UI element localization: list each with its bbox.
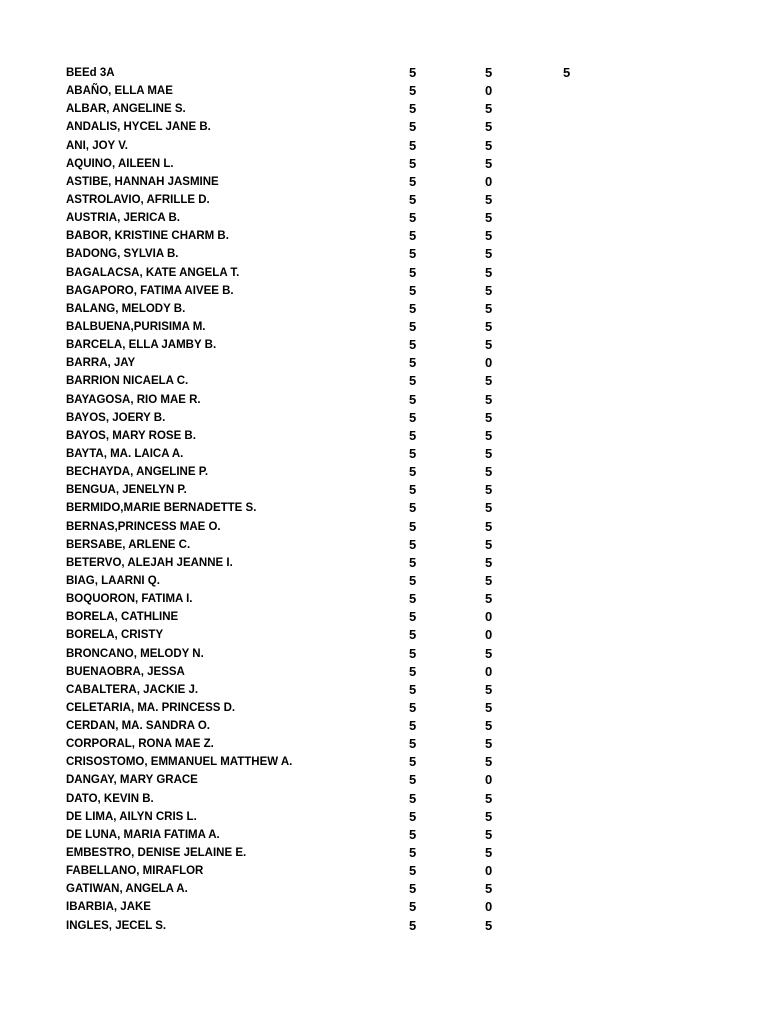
score-2: 0 — [485, 772, 493, 788]
student-row — [0, 191, 768, 209]
student-row — [0, 735, 768, 753]
student-name: BORELA, CRISTY — [66, 629, 164, 642]
student-row — [0, 354, 768, 372]
score-2: 5 — [485, 699, 493, 715]
score-1: 5 — [409, 409, 417, 425]
student-row — [0, 826, 768, 844]
score-1: 5 — [409, 663, 417, 679]
score-1: 5 — [409, 246, 417, 262]
score-1: 5 — [409, 282, 417, 298]
score-2: 5 — [485, 210, 493, 226]
student-row — [0, 173, 768, 191]
student-row — [0, 391, 768, 409]
student-row — [0, 227, 768, 245]
score-1: 5 — [409, 318, 417, 334]
student-row — [0, 300, 768, 318]
student-row — [0, 264, 768, 282]
student-row — [0, 608, 768, 626]
student-name: GATIWAN, ANGELA A. — [66, 883, 188, 896]
score-2: 5 — [485, 337, 493, 353]
score-1: 5 — [409, 337, 417, 353]
student-row — [0, 572, 768, 590]
student-name: AUSTRIA, JERICA B. — [66, 212, 180, 225]
student-name: ASTROLAVIO, AFRILLE D. — [66, 193, 210, 206]
student-name: BENGUA, JENELYN P. — [66, 484, 187, 497]
score-2: 5 — [485, 808, 493, 824]
score-2: 5 — [485, 754, 493, 770]
score-1: 5 — [409, 518, 417, 534]
score-2: 5 — [485, 681, 493, 697]
score-2: 5 — [485, 482, 493, 498]
student-name: BAYOS, MARY ROSE B. — [66, 429, 196, 442]
score-2: 5 — [485, 591, 493, 607]
score-1: 5 — [409, 917, 417, 933]
score-2: 5 — [485, 409, 493, 425]
score-2: 0 — [485, 609, 493, 625]
student-row — [0, 318, 768, 336]
student-row — [0, 626, 768, 644]
score-1: 5 — [409, 772, 417, 788]
student-row — [0, 753, 768, 771]
student-row — [0, 663, 768, 681]
score-1: 5 — [409, 754, 417, 770]
score-2: 5 — [485, 318, 493, 334]
student-row — [0, 917, 768, 935]
score-1: 5 — [409, 790, 417, 806]
student-row — [0, 790, 768, 808]
student-name: BUENAOBRA, JESSA — [66, 665, 185, 678]
score-2: 5 — [485, 572, 493, 588]
student-row — [0, 82, 768, 100]
score-1: 5 — [409, 191, 417, 207]
score-1: 5 — [409, 427, 417, 443]
student-name: CELETARIA, MA. PRINCESS D. — [66, 701, 236, 714]
student-name: ABAÑO, ELLA MAE — [66, 85, 173, 98]
student-name: BAYOS, JOERY B. — [66, 411, 166, 424]
score-1: 5 — [409, 228, 417, 244]
header-score-1: 5 — [409, 65, 417, 80]
score-2: 5 — [485, 645, 493, 661]
student-name: BRONCANO, MELODY N. — [66, 647, 204, 660]
score-1: 5 — [409, 210, 417, 226]
score-2: 5 — [485, 826, 493, 842]
score-1: 5 — [409, 627, 417, 643]
score-1: 5 — [409, 845, 417, 861]
score-1: 5 — [409, 609, 417, 625]
student-name: BOQUORON, FATIMA I. — [66, 593, 193, 606]
student-row — [0, 245, 768, 263]
score-1: 5 — [409, 445, 417, 461]
student-name: BETERVO, ALEJAH JEANNE I. — [66, 556, 233, 569]
score-2: 5 — [485, 518, 493, 534]
score-1: 5 — [409, 572, 417, 588]
score-1: 5 — [409, 554, 417, 570]
score-1: 5 — [409, 391, 417, 407]
score-1: 5 — [409, 863, 417, 879]
student-row — [0, 209, 768, 227]
student-name: BABOR, KRISTINE CHARM B. — [66, 230, 229, 243]
score-1: 5 — [409, 500, 417, 516]
student-name: DANGAY, MARY GRACE — [66, 774, 198, 787]
student-name: DATO, KEVIN B. — [66, 792, 154, 805]
score-2: 5 — [485, 228, 493, 244]
score-1: 5 — [409, 173, 417, 189]
student-name: BIAG, LAARNI Q. — [66, 574, 160, 587]
student-name: FABELLANO, MIRAFLOR — [66, 865, 204, 878]
student-name: BALANG, MELODY B. — [66, 302, 186, 315]
student-row — [0, 645, 768, 663]
score-1: 5 — [409, 355, 417, 371]
student-name: ASTIBE, HANNAH JASMINE — [66, 175, 219, 188]
student-row — [0, 681, 768, 699]
score-1: 5 — [409, 101, 417, 117]
section-title: BEEd 3A — [66, 67, 115, 79]
student-row — [0, 155, 768, 173]
student-row — [0, 372, 768, 390]
student-name: ANDALIS, HYCEL JANE B. — [66, 121, 211, 134]
header-score-2: 5 — [485, 65, 493, 80]
score-2: 0 — [485, 83, 493, 99]
header-score-3: 5 — [563, 65, 571, 80]
score-1: 5 — [409, 119, 417, 135]
student-name: BORELA, CATHLINE — [66, 611, 179, 624]
student-row — [0, 336, 768, 354]
student-name: BARCELA, ELLA JAMBY B. — [66, 339, 217, 352]
score-1: 5 — [409, 718, 417, 734]
score-1: 5 — [409, 591, 417, 607]
score-2: 5 — [485, 445, 493, 461]
score-2: 5 — [485, 881, 493, 897]
student-row — [0, 699, 768, 717]
student-name: BAGALACSA, KATE ANGELA T. — [66, 266, 240, 279]
student-row — [0, 590, 768, 608]
student-row — [0, 427, 768, 445]
score-1: 5 — [409, 264, 417, 280]
score-2: 5 — [485, 736, 493, 752]
student-row — [0, 536, 768, 554]
score-2: 0 — [485, 355, 493, 371]
student-row — [0, 862, 768, 880]
student-row — [0, 100, 768, 118]
student-name: BERNAS,PRINCESS MAE O. — [66, 520, 221, 533]
student-row — [0, 118, 768, 136]
score-1: 5 — [409, 899, 417, 915]
student-name: CERDAN, MA. SANDRA O. — [66, 720, 210, 733]
student-row — [0, 499, 768, 517]
student-name: DE LUNA, MARIA FATIMA A. — [66, 828, 220, 841]
score-2: 5 — [485, 373, 493, 389]
score-1: 5 — [409, 826, 417, 842]
student-row — [0, 481, 768, 499]
score-1: 5 — [409, 881, 417, 897]
score-2: 5 — [485, 101, 493, 117]
score-2: 0 — [485, 663, 493, 679]
student-row — [0, 137, 768, 155]
student-name: BERMIDO,MARIE BERNADETTE S. — [66, 502, 257, 515]
student-name: BECHAYDA, ANGELINE P. — [66, 466, 209, 479]
score-1: 5 — [409, 482, 417, 498]
score-2: 0 — [485, 863, 493, 879]
student-row — [0, 518, 768, 536]
header-row — [0, 64, 768, 82]
student-name: ANI, JOY V. — [66, 139, 129, 152]
student-row — [0, 409, 768, 427]
student-name: BARRA, JAY — [66, 357, 136, 370]
score-2: 5 — [485, 790, 493, 806]
student-name: ALBAR, ANGELINE S. — [66, 103, 186, 116]
student-name: BALBUENA,PURISIMA M. — [66, 320, 206, 333]
score-2: 5 — [485, 391, 493, 407]
student-name: AQUINO, AILEEN L. — [66, 157, 174, 170]
score-2: 5 — [485, 300, 493, 316]
student-name: BADONG, SYLVIA B. — [66, 248, 179, 261]
score-2: 5 — [485, 264, 493, 280]
student-name: INGLES, JECEL S. — [66, 919, 167, 932]
score-2: 5 — [485, 282, 493, 298]
student-name: BERSABE, ARLENE C. — [66, 538, 191, 551]
student-name: BARRION NICAELA C. — [66, 375, 189, 388]
score-1: 5 — [409, 300, 417, 316]
score-2: 5 — [485, 464, 493, 480]
score-2: 0 — [485, 627, 493, 643]
score-2: 5 — [485, 427, 493, 443]
score-2: 5 — [485, 500, 493, 516]
student-row — [0, 844, 768, 862]
student-list — [0, 82, 768, 935]
score-2: 5 — [485, 155, 493, 171]
score-2: 5 — [485, 917, 493, 933]
score-1: 5 — [409, 464, 417, 480]
student-row — [0, 554, 768, 572]
score-2: 5 — [485, 119, 493, 135]
score-2: 5 — [485, 718, 493, 734]
student-name: BAYAGOSA, RIO MAE R. — [66, 393, 201, 406]
student-row — [0, 898, 768, 916]
score-1: 5 — [409, 808, 417, 824]
score-1: 5 — [409, 536, 417, 552]
student-row — [0, 445, 768, 463]
student-name: CRISOSTOMO, EMMANUEL MATTHEW A. — [66, 756, 293, 769]
grade-sheet — [0, 64, 768, 935]
score-2: 5 — [485, 554, 493, 570]
score-1: 5 — [409, 681, 417, 697]
score-1: 5 — [409, 645, 417, 661]
score-1: 5 — [409, 83, 417, 99]
student-name: EMBESTRO, DENISE JELAINE E. — [66, 847, 247, 860]
student-name: CABALTERA, JACKIE J. — [66, 683, 199, 696]
score-2: 5 — [485, 246, 493, 262]
score-2: 0 — [485, 173, 493, 189]
student-name: CORPORAL, RONA MAE Z. — [66, 738, 214, 751]
score-1: 5 — [409, 699, 417, 715]
score-2: 5 — [485, 137, 493, 153]
score-2: 5 — [485, 191, 493, 207]
student-row — [0, 771, 768, 789]
score-1: 5 — [409, 736, 417, 752]
student-row — [0, 463, 768, 481]
score-1: 5 — [409, 137, 417, 153]
score-2: 5 — [485, 845, 493, 861]
student-row — [0, 717, 768, 735]
score-2: 5 — [485, 536, 493, 552]
student-name: IBARBIA, JAKE — [66, 901, 151, 914]
student-name: BAYTA, MA. LAICA A. — [66, 447, 184, 460]
student-name: BAGAPORO, FATIMA AIVEE B. — [66, 284, 234, 297]
score-1: 5 — [409, 373, 417, 389]
student-name: DE LIMA, AILYN CRIS L. — [66, 810, 197, 823]
student-row — [0, 880, 768, 898]
student-row — [0, 282, 768, 300]
score-2: 0 — [485, 899, 493, 915]
score-1: 5 — [409, 155, 417, 171]
student-row — [0, 808, 768, 826]
